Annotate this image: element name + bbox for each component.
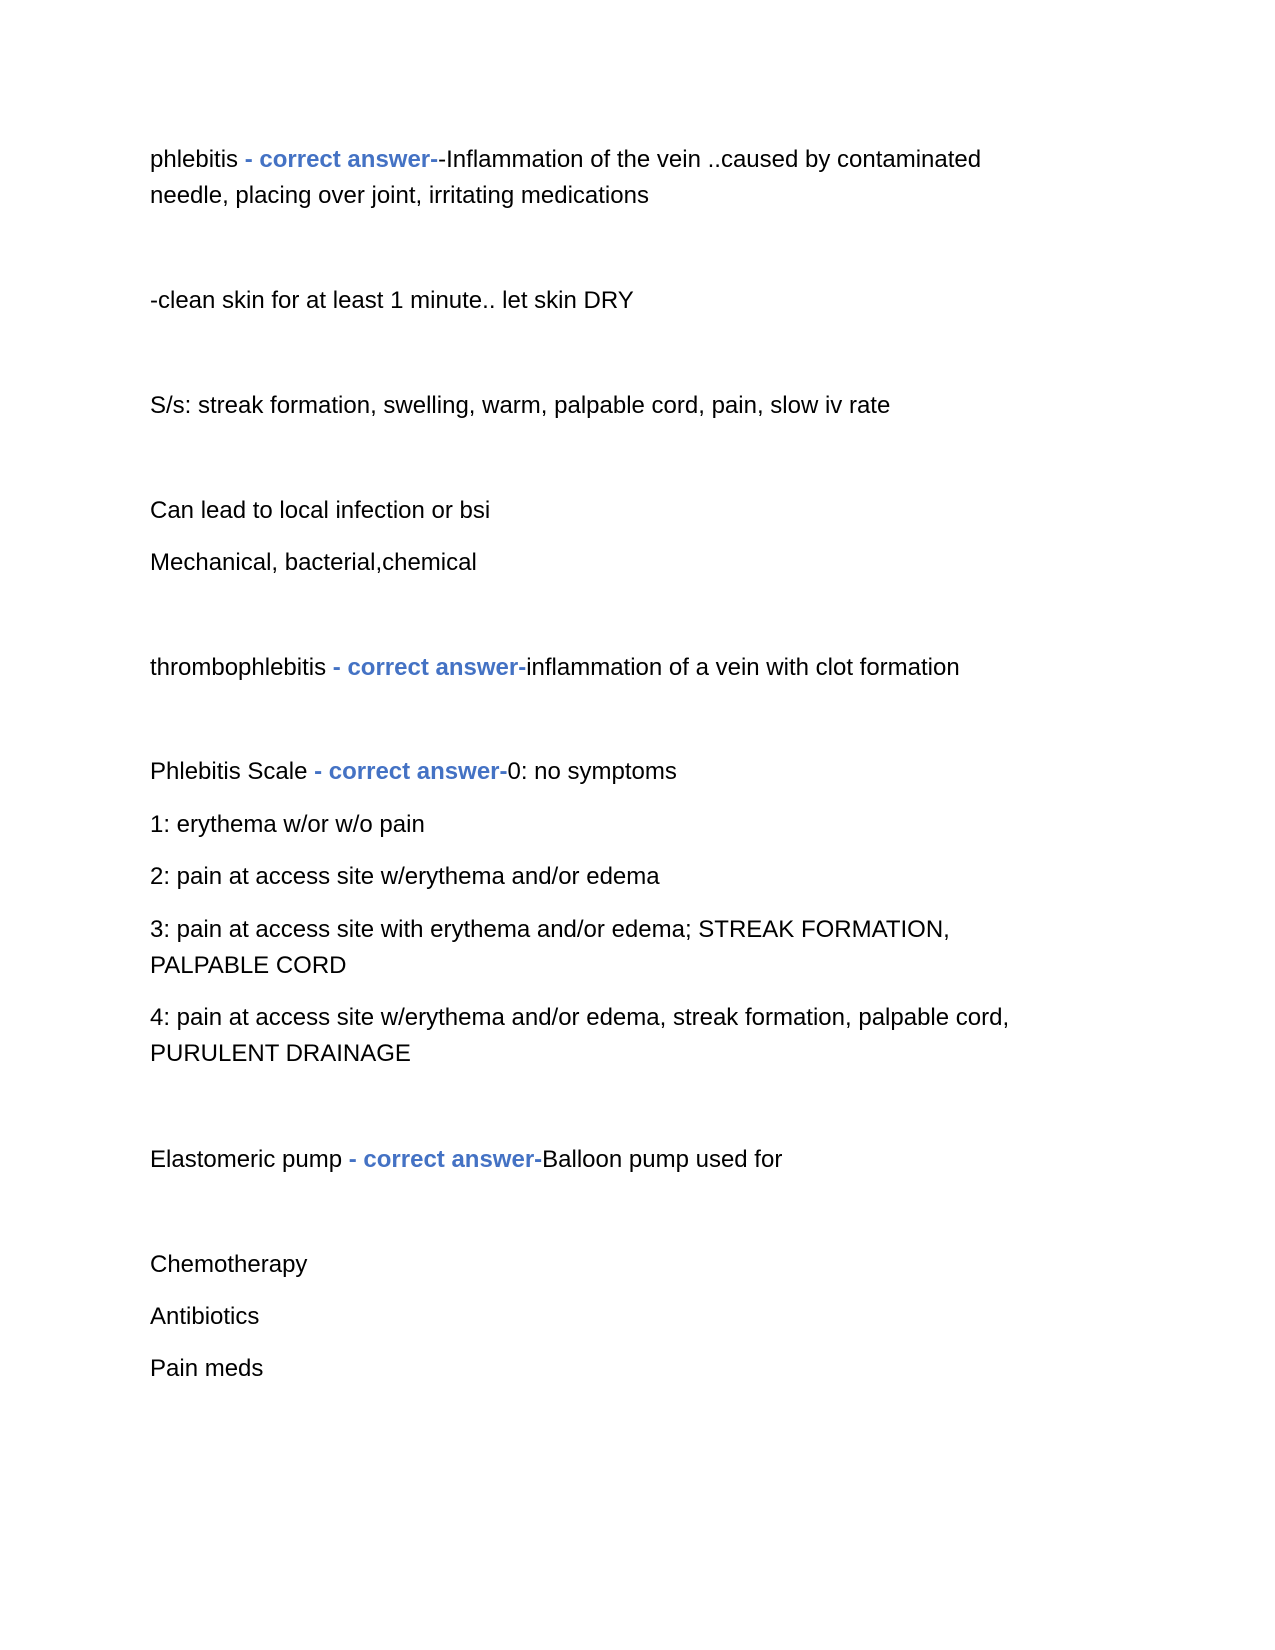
- answer-text: inflammation of a vein with clot formation: [526, 654, 960, 681]
- card-elastomeric-pump-heading: [150, 1141, 1130, 1179]
- pump-use-item: Pain meds: [150, 1355, 264, 1382]
- card-thrombophlebitis-heading: [150, 649, 1130, 687]
- correct-answer-marker: - correct answer-: [238, 146, 439, 173]
- answer-text: -Inflammation of the vein ..caused by contaminated: [438, 146, 982, 173]
- answer-note: -clean skin for at least 1 minute.. let skin DRY: [150, 287, 634, 314]
- correct-answer-marker: - correct answer-: [307, 758, 508, 785]
- scale-item-4-continuation: PURULENT DRAINAGE: [150, 1040, 411, 1067]
- card-phlebitis-scale-heading: [150, 753, 1130, 791]
- scale-item-3: 3: pain at access site with erythema and/or edema; STREAK FORMATION,: [150, 916, 950, 943]
- answer-text: Balloon pump used for: [542, 1146, 783, 1173]
- pump-use-item: Chemotherapy: [150, 1251, 308, 1278]
- answer-note: Can lead to local infection or bsi: [150, 497, 491, 524]
- correct-answer-marker: - correct answer-: [342, 1146, 543, 1173]
- term-thrombophlebitis: thrombophlebitis: [150, 654, 327, 681]
- answer-note: S/s: streak formation, swelling, warm, palpable cord, pain, slow iv rate: [150, 392, 891, 419]
- term-phlebitis-scale: Phlebitis Scale: [150, 758, 308, 785]
- scale-item-4: 4: pain at access site w/erythema and/or edema, streak formation, palpable cord,: [150, 1004, 1010, 1031]
- scale-item-3-continuation: PALPABLE CORD: [150, 952, 347, 979]
- correct-answer-marker: - correct answer-: [326, 654, 527, 681]
- answer-continuation: needle, placing over joint, irritating medications: [150, 182, 649, 209]
- scale-item-2: 2: pain at access site w/erythema and/or edema: [150, 863, 660, 890]
- answer-note: Mechanical, bacterial,chemical: [150, 549, 477, 576]
- scale-item-1: 1: erythema w/or w/o pain: [150, 811, 425, 838]
- pump-use-item: Antibiotics: [150, 1303, 260, 1330]
- answer-text: 0: no symptoms: [507, 758, 677, 785]
- term-elastomeric-pump: Elastomeric pump: [150, 1146, 343, 1173]
- term-phlebitis: phlebitis: [150, 146, 239, 173]
- card-phlebitis-heading: [150, 141, 1130, 179]
